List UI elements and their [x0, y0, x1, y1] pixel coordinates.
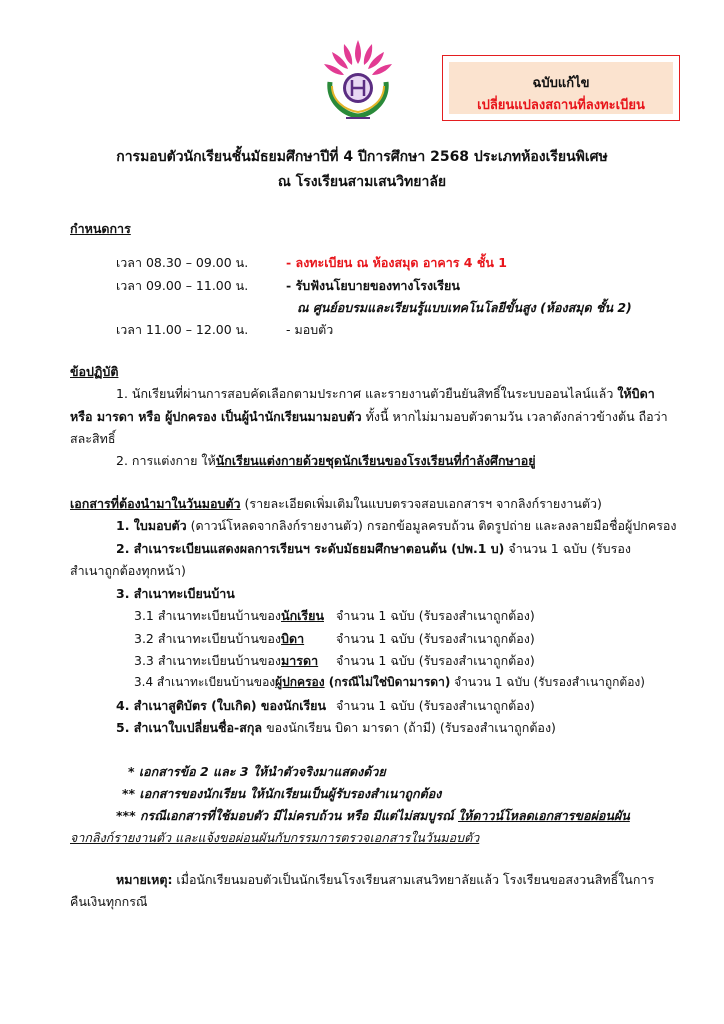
- revision-notice-box: [442, 55, 680, 121]
- doc-3-4-condition: (กรณีไม่ใช่บิดามารดา): [324, 675, 451, 689]
- doc-3-3: [134, 651, 318, 671]
- remark: [116, 870, 654, 890]
- page-subtitle: ณ โรงเรียนสามเสนวิทยาลัย: [277, 174, 447, 190]
- rule-1-emphasis: ให้บิดา: [617, 386, 655, 401]
- doc-4-qty: จำนวน 1 ฉบับ (รับรองสำเนาถูกต้อง): [336, 698, 535, 713]
- rule-1-line-1: [116, 384, 655, 404]
- doc-3-2-qty: จำนวน 1 ฉบับ (รับรองสำเนาถูกต้อง): [336, 631, 535, 646]
- documents-heading-note: (รายละเอียดเพิ่มเติมในแบบตรวจสอบเอกสารฯ จากลิงก์รายงานตัว): [240, 496, 602, 511]
- documents-heading: เอกสารที่ต้องนำมาในวันมอบตัว: [70, 496, 241, 511]
- school-logo: [318, 36, 398, 126]
- schedule-activity-3: - มอบตัว: [286, 322, 334, 337]
- schedule-time-3: เวลา 11.00 – 12.00 น.: [116, 322, 249, 337]
- schedule-activity-2-location: ณ ศูนย์อบรมและเรียนรู้แบบเทคโนโลยีขั้นสูง (ห้องสมุด ชั้น 2): [297, 300, 632, 315]
- doc-3-4-who: ผู้ปกครอง: [275, 675, 325, 689]
- doc-1-title: 1. ใบมอบตัว: [116, 518, 187, 533]
- rule-1-emphasis-2: หรือ มารดา หรือ ผู้ปกครอง เป็นผู้นำนักเรียนมามอบตัว: [70, 409, 362, 424]
- rule-1-line-2: [70, 407, 668, 427]
- schedule-heading: กำหนดการ: [70, 221, 131, 236]
- note-3-continued: จากลิงก์รายงานตัว และแจ้งขอผ่อนผันกับกรรมการตรวจเอกสารในวันมอบตัว: [70, 830, 480, 845]
- rule-1-text-2: ทั้งนี้ หากไม่มามอบตัวตามวัน เวลาดังกล่าวข้างต้น ถือว่า: [361, 409, 668, 424]
- note-2: ** เอกสารของนักเรียน ให้นักเรียนเป็นผู้รับรองสำเนาถูกต้อง: [122, 786, 442, 801]
- doc-1: [116, 516, 677, 536]
- rule-1-text: 1. นักเรียนที่ผ่านการสอบคัดเลือกตามประกาศ และรายงานตัวยืนยันสิทธิ์ในระบบออนไลน์แล้ว: [116, 386, 618, 401]
- doc-2: [116, 539, 631, 559]
- doc-1-detail: (ดาวน์โหลดจากลิงก์รายงานตัว) กรอกข้อมูลครบถ้วน ติดรูปถ่าย และลงลายมือชื่อผู้ปกครอง: [186, 518, 677, 533]
- rule-1-line-3: สละสิทธิ์: [70, 431, 116, 446]
- doc-3-3-who: มารดา: [281, 653, 319, 668]
- doc-3-3-qty: จำนวน 1 ฉบับ (รับรองสำเนาถูกต้อง): [336, 653, 535, 668]
- doc-3-4: [134, 673, 645, 692]
- schedule-time-2: เวลา 09.00 – 11.00 น.: [116, 278, 249, 293]
- location-change-label: เปลี่ยนแปลงสถานที่ลงทะเบียน: [477, 98, 645, 113]
- rules-heading: ข้อปฏิบัติ: [70, 364, 119, 379]
- doc-2-detail: จำนวน 1 ฉบับ (รับรอง: [504, 541, 631, 556]
- doc-3-4-qty: จำนวน 1 ฉบับ (รับรองสำเนาถูกต้อง): [450, 675, 645, 689]
- doc-3-1: [134, 606, 324, 626]
- rule-2-text: 2. การแต่งกาย ให้: [116, 453, 216, 468]
- doc-4: 4. สำเนาสูติบัตร (ใบเกิด) ของนักเรียน: [116, 698, 327, 713]
- doc-3-2: [134, 629, 304, 649]
- doc-3-1-qty: จำนวน 1 ฉบับ (รับรองสำเนาถูกต้อง): [336, 608, 535, 623]
- rule-2-emphasis: นักเรียนแต่งกายด้วยชุดนักเรียนของโรงเรียนที่กำลังศึกษาอยู่: [215, 453, 536, 468]
- doc-5-title: 5. สำเนาใบเปลี่ยนชื่อ-สกุล: [116, 720, 263, 735]
- revision-label: ฉบับแก้ไข: [532, 76, 590, 91]
- doc-5: [116, 718, 556, 738]
- doc-2-continued: สำเนาถูกต้องทุกหน้า): [70, 563, 186, 578]
- schedule-activity-2: - รับฟังนโยบายของทางโรงเรียน: [286, 278, 460, 293]
- doc-3: 3. สำเนาทะเบียนบ้าน: [116, 586, 235, 601]
- remark-label: หมายเหตุ:: [116, 872, 173, 887]
- note-3: [116, 806, 630, 826]
- remark-text: เมื่อนักเรียนมอบตัวเป็นนักเรียนโรงเรียนสามเสนวิทยาลัยแล้ว โรงเรียนขอสงวนสิทธิ์ในการ: [172, 872, 655, 887]
- doc-3-3-text: 3.3 สำเนาทะเบียนบ้านของ: [134, 653, 282, 668]
- note-3-emphasis: ให้ดาวน์โหลดเอกสารขอผ่อนผัน: [458, 808, 630, 823]
- schedule-activity-1: - ลงทะเบียน ณ ห้องสมุด อาคาร 4 ชั้น 1: [286, 255, 507, 270]
- doc-3-4-text: 3.4 สำเนาทะเบียนบ้านของ: [134, 675, 276, 689]
- doc-5-detail: ของนักเรียน บิดา มารดา (ถ้ามี) (รับรองสำเนาถูกต้อง): [262, 720, 556, 735]
- doc-2-title: 2. สำเนาระเบียนแสดงผลการเรียนฯ ระดับมัธยมศึกษาตอนต้น (ปพ.1 บ): [116, 541, 505, 556]
- school-emblem-icon: [318, 36, 398, 126]
- revision-notice-panel: [449, 62, 673, 114]
- doc-3-2-text: 3.2 สำเนาทะเบียนบ้านของ: [134, 631, 282, 646]
- schedule-time-1: เวลา 08.30 – 09.00 น.: [116, 255, 249, 270]
- note-1: * เอกสารข้อ 2 และ 3 ให้นำตัวจริงมาแสดงด้วย: [128, 764, 386, 779]
- note-3-text: *** กรณีเอกสารที่ใช้มอบตัว มีไม่ครบถ้วน หรือ มีแต่ไม่สมบูรณ์: [116, 808, 459, 823]
- doc-3-1-who: นักเรียน: [281, 608, 324, 623]
- page-title: การมอบตัวนักเรียนชั้นมัธยมศึกษาปีที่ 4 ปีการศึกษา 2568 ประเภทห้องเรียนพิเศษ: [116, 149, 608, 165]
- documents-heading-line: [70, 494, 602, 514]
- remark-continued: คืนเงินทุกกรณี: [70, 894, 148, 909]
- doc-3-1-text: 3.1 สำเนาทะเบียนบ้านของ: [134, 608, 282, 623]
- doc-3-2-who: บิดา: [281, 631, 305, 646]
- rule-2: [116, 451, 536, 471]
